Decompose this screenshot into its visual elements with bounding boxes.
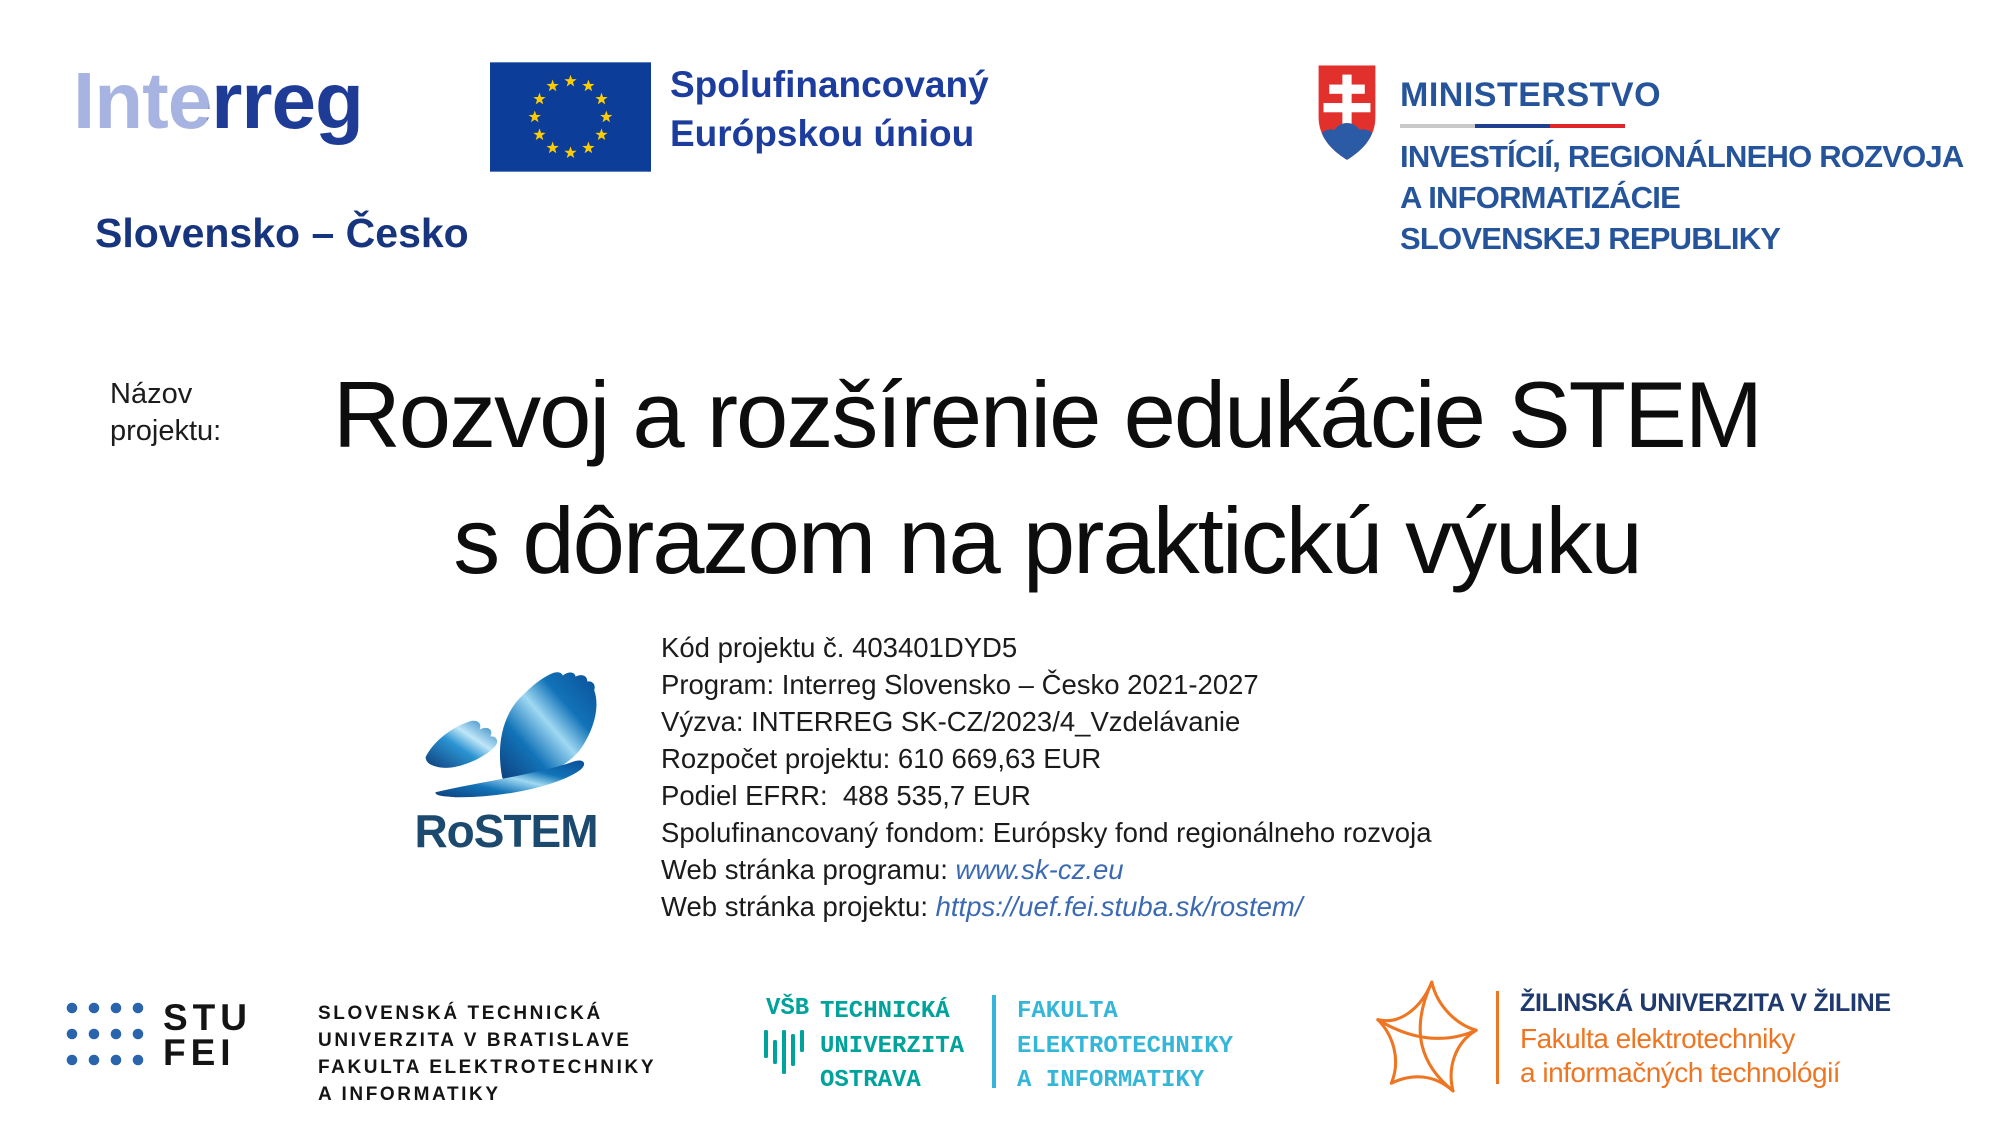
program-website-label: Web stránka programu:	[661, 854, 956, 885]
detail-row-project-web	[661, 888, 1432, 925]
detail-row-call: Výzva: INTERREG SK-CZ/2023/4_Vzdelávanie	[661, 706, 1241, 737]
ministry-tricolor-rule	[1400, 124, 1625, 128]
detail-row-fund: Spolufinancovaný fondom: Európsky fond regionálneho rozvoja	[661, 817, 1432, 848]
uniza-faculty-name	[1520, 1022, 1840, 1090]
vsb-faculty-line1: FAKULTA	[1017, 998, 1118, 1025]
project-title-line1: Rozvoj a rozšírenie edukácie STEM	[332, 362, 1762, 467]
stu-name-line1: SLOVENSKÁ TECHNICKÁ	[318, 1003, 603, 1024]
vsb-sigla: VŠB	[766, 995, 810, 1022]
project-title-line2: s dôrazom na praktickú výuku	[453, 488, 1641, 593]
vsb-faculty-name	[1017, 995, 1233, 1099]
cofinance-line1: Spolufinancovaný	[670, 64, 989, 105]
project-website-link[interactable]: https://uef.fei.stuba.sk/rostem/	[935, 891, 1303, 922]
vsb-name-line3: OSTRAVA	[820, 1067, 921, 1094]
project-website-label: Web stránka projektu:	[661, 891, 936, 922]
program-website-link[interactable]: www.sk-cz.eu	[955, 854, 1124, 885]
project-name-label-line1: Názov	[110, 378, 193, 410]
vsb-university-name	[820, 995, 964, 1099]
stu-name-line2: UNIVERZITA V BRATISLAVE	[318, 1030, 632, 1051]
interreg-logo: Interreg	[73, 56, 363, 145]
detail-row-efrr: Podiel EFRR: 488 535,7 EUR	[661, 780, 1031, 811]
vsb-faculty-line3: A INFORMATIKY	[1017, 1067, 1205, 1094]
eu-flag-icon	[490, 62, 651, 172]
stu-sigla-line1: STU	[163, 997, 252, 1038]
stu-sigla-line2: FEI	[163, 1032, 236, 1073]
vsb-faculty-line2: ELEKTROTECHNIKY	[1017, 1032, 1234, 1060]
stu-dots-icon	[64, 1000, 146, 1068]
detail-row-budget: Rozpočet projektu: 610 669,63 EUR	[661, 743, 1102, 774]
detail-row-program: Program: Interreg Slovensko – Česko 2021-2027	[661, 669, 1259, 700]
ministry-title: MINISTERSTVO	[1400, 76, 1662, 114]
detail-row-program-web	[661, 851, 1432, 888]
vsb-name-line1: TECHNICKÁ	[820, 998, 950, 1025]
cofinance-line2: Európskou úniou	[670, 113, 975, 154]
vsb-bars-icon	[763, 1022, 809, 1074]
stu-fei-sigla	[163, 997, 252, 1073]
uniza-faculty-line1: Fakulta elektrotechniky	[1520, 1023, 1795, 1054]
interreg-program-label: Slovensko – Česko	[95, 210, 469, 256]
project-title	[90, 352, 2004, 604]
stu-faculty-line2: A INFORMATIKY	[318, 1084, 501, 1105]
uniza-star-icon	[1374, 978, 1480, 1096]
rostem-wordmark: RoSTEM	[414, 805, 598, 857]
rostem-butterfly-icon	[408, 666, 604, 800]
eu-cofinance-label	[670, 60, 989, 158]
ministry-line4: SLOVENSKEJ REPUBLIKY	[1400, 221, 1781, 256]
vsb-divider	[992, 995, 996, 1088]
ministry-line3: A INFORMATIZÁCIE	[1400, 180, 1680, 215]
uniza-divider	[1496, 991, 1499, 1084]
slovak-coat-of-arms-icon	[1315, 63, 1379, 163]
project-details	[661, 629, 1432, 925]
stu-university-name	[318, 1000, 656, 1108]
uniza-faculty-line2: a informačných technológií	[1520, 1057, 1841, 1088]
ministry-logo-text	[1400, 76, 1963, 257]
uniza-university-name: ŽILINSKÁ UNIVERZITA V ŽILINE	[1520, 989, 1891, 1017]
ministry-line2: INVESTÍCIÍ, REGIONÁLNEHO ROZVOJA	[1400, 139, 1964, 174]
stu-faculty-line1: FAKULTA ELEKTROTECHNIKY	[318, 1057, 657, 1078]
detail-row-code: Kód projektu č. 403401DYD5	[661, 632, 1018, 663]
project-name-label-line2: projektu:	[110, 415, 222, 447]
vsb-name-line2: UNIVERZITA	[820, 1032, 965, 1060]
